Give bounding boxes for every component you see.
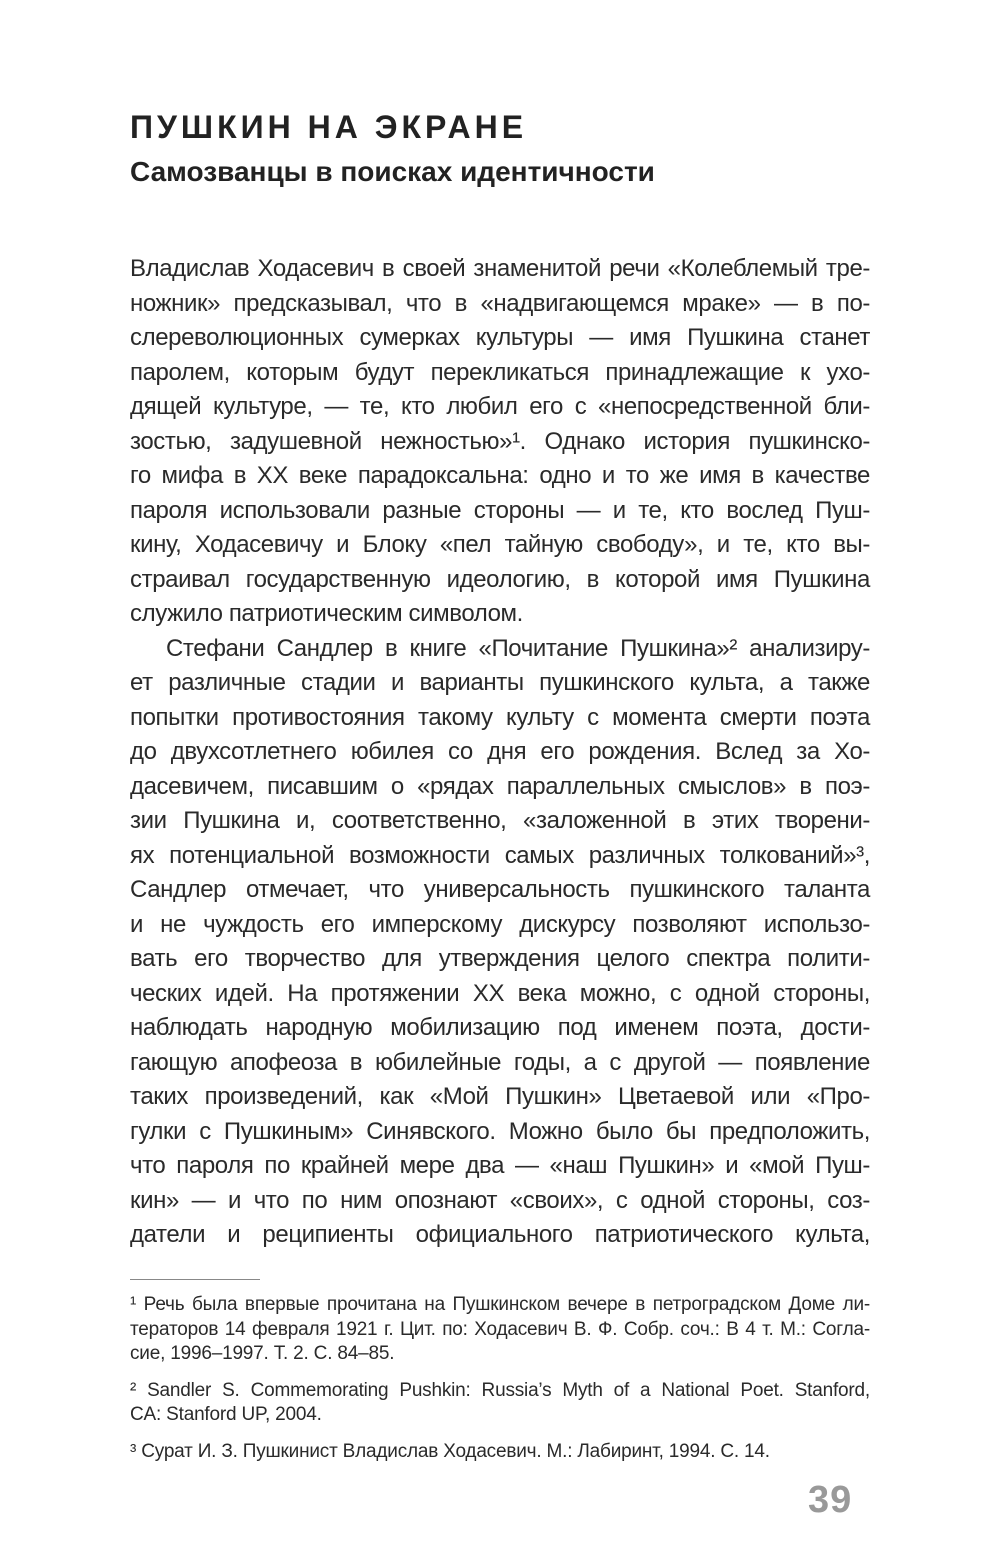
text-line: до двухсотлетнего юбилея со дня его рождения. Вслед за Хо- [130,738,870,765]
footnote [130,1379,870,1428]
text-line: таких произведений, как «Мой Пушкин» Цветаевой или «Про- [130,1083,870,1110]
text-line: го мифа в XX веке парадоксальна: одно и то же имя в качестве [130,462,870,489]
text-line: наблюдать народную мобилизацию под именем поэта, дости- [130,1014,870,1041]
text-line: что пароля по крайней мере два — «наш Пушкин» и «мой Пуш- [130,1152,870,1179]
text-line: вать его творчество для утверждения целого спектра полити- [130,945,870,972]
footnote-divider [130,1279,260,1280]
text-line: ножник» предсказывал, что в «надвигающемся мраке» — в по- [130,289,870,317]
body-text [130,252,870,1253]
text-line: зии Пушкина и, соответственно, «заложенной в этих творени- [130,807,870,834]
footnote-line: ¹ Речь была впервые прочитана на Пушкинском вечере в петроградском Доме ли- [130,1294,870,1315]
text-line: ях потенциальной возможности самых различных толкований»³, [130,841,870,869]
paragraph [130,252,870,632]
text-line: Владислав Ходасевич в своей знаменитой речи «Колеблемый тре- [130,255,870,282]
page-number: 39 [808,1479,853,1521]
text-line: дасевичем, писавшим о «рядах параллельных смыслов» в поэ- [130,772,870,800]
text-line: датели и реципиенты официального патриотического культа, [130,1221,870,1248]
text-line: служило патриотическим символом. [130,600,523,627]
text-line: кину, Ходасевичу и Блоку «пел тайную свободу», и те, кто вы- [130,531,870,558]
footnote [130,1440,870,1465]
text-line: Стефани Сандлер в книге «Почитание Пушкина»² анализиру- [166,634,870,662]
footnote-line: ³ Сурат И. З. Пушкинист Владислав Ходасевич. М.: Лабиринт, 1994. С. 14. [130,1440,770,1462]
text-line: и не чуждость его имперскому дискурсу позволяют использо- [130,910,870,938]
footnote-line: тераторов 14 февраля 1921 г. Цит. по: Ходасевич В. Ф. Собр. соч.: В 4 т. М.: Согла- [130,1318,870,1340]
footnote-line: сие, 1996–1997. Т. 2. С. 84–85. [130,1343,395,1364]
text-line: ет различные стадии и варианты пушкинского культа, а также [130,669,870,696]
text-line: зостью, задушевной нежностью»¹. Однако история пушкинско- [130,427,870,455]
footnote [130,1293,870,1367]
text-line: Сандлер отмечает, что универсальность пушкинского таланта [130,876,870,903]
text-line: кин» — и что по ним опознают «своих», с одной стороны, соз- [130,1186,870,1214]
text-line: слереволюционных сумерках культуры — имя Пушкина станет [130,324,870,351]
text-line: страивал государственную идеологию, в которой имя Пушкина [130,565,870,593]
text-line: пароля использовали разные стороны — и те, кто вослед Пуш- [130,496,870,524]
footnote-line: CA: Stanford UP, 2004. [130,1404,322,1425]
chapter-title: ПУШКИН НА ЭКРАНЕ [130,109,528,145]
footnote-line: ² Sandler S. Commemorating Pushkin: Russia’s Myth of a National Poet. Stanford, [130,1379,870,1401]
text-line: гулки с Пушкиным» Синявского. Можно было бы предположить, [130,1117,870,1145]
footnotes [130,1293,870,1476]
text-line: гающую апофеоза в юбилейные годы, а с другой — появление [130,1048,870,1076]
text-line: попытки противостояния такому культу с момента смерти поэта [130,703,870,731]
paragraph [130,632,870,1253]
text-line: паролем, которым будут перекликаться принадлежащие к ухо- [130,358,870,386]
text-line: ческих идей. На протяжении XX века можно, с одной стороны, [130,979,870,1007]
chapter-subtitle: Самозванцы в поисках идентичности [130,156,655,187]
text-line: дящей культуре, — те, кто любил его с «непосредственной бли- [130,393,870,420]
